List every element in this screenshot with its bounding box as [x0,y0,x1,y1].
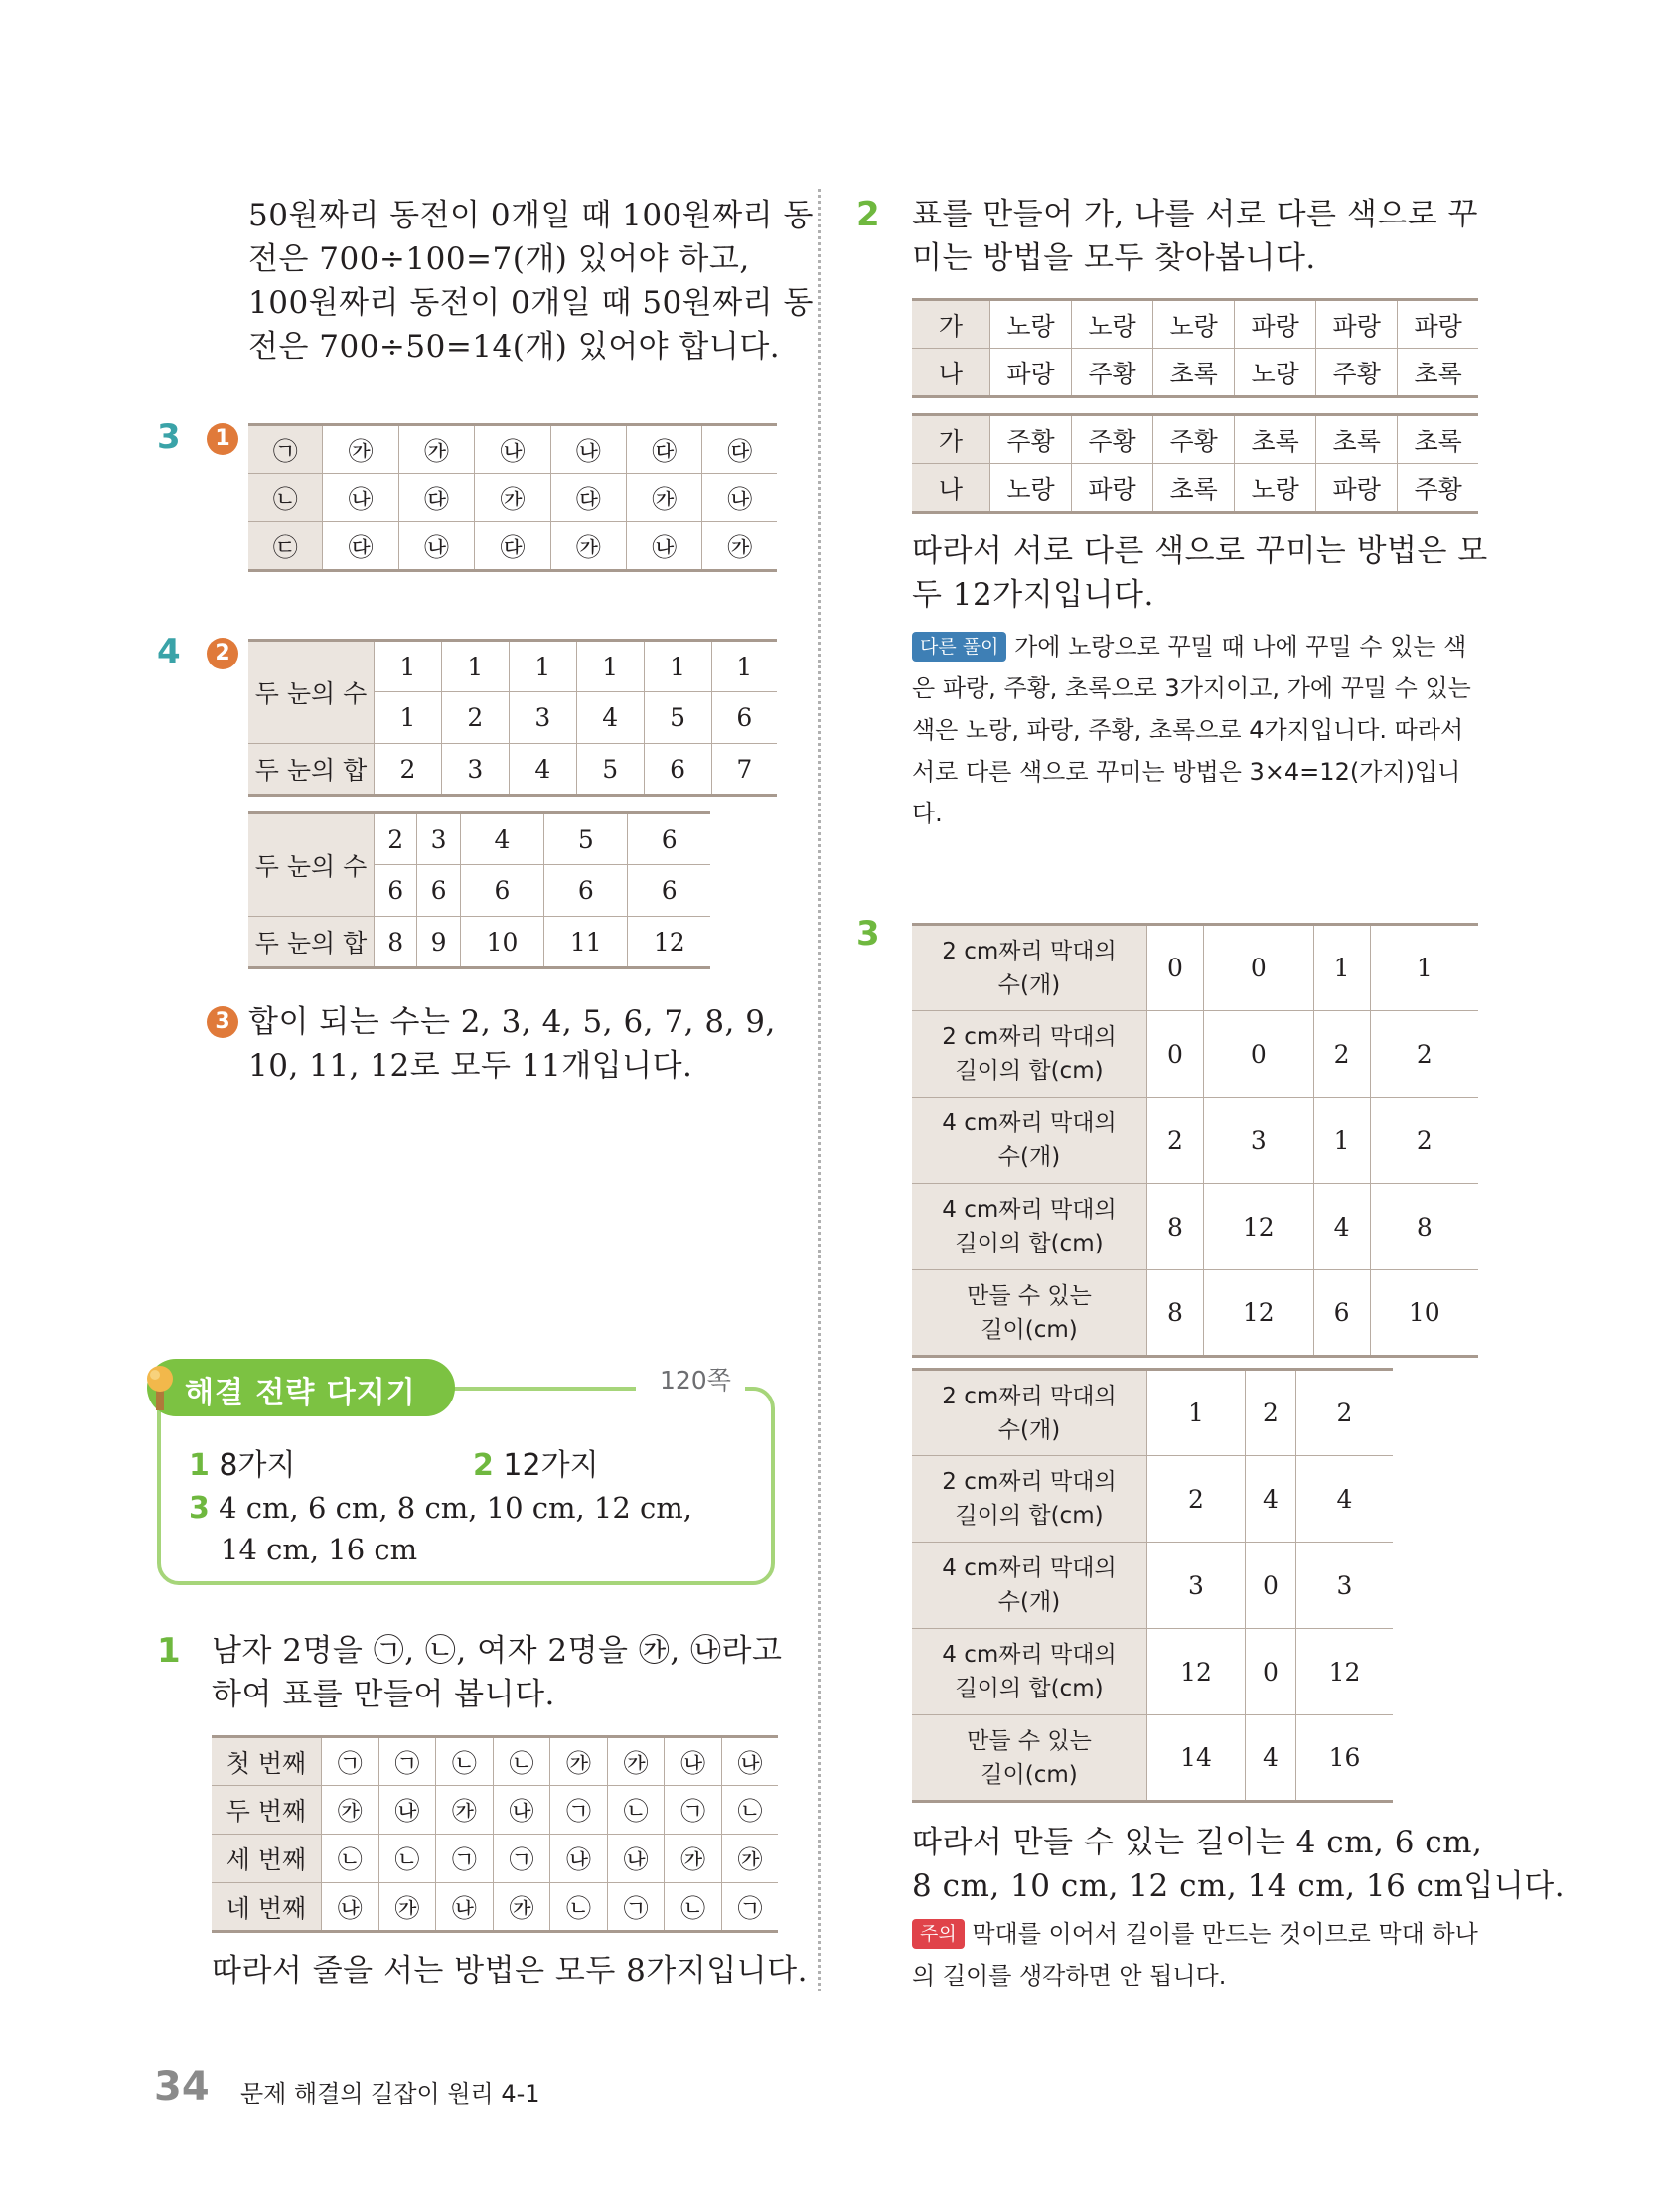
table-cell: 8 [375,917,417,968]
table-cell: ㉠ [665,1786,722,1835]
table-cell: ㉯ [378,1786,436,1835]
table-cell: 16 [1296,1715,1394,1802]
table-cell: 2 [375,813,417,865]
answer-line: 10, 11, 12로 모두 11개입니다. [248,1048,693,1084]
arrangement-table [248,423,777,572]
row-header: 나 [912,349,990,397]
strategy-answer-2 [473,1444,599,1488]
table-cell: 10 [1370,1270,1478,1357]
table-cell: ㉮ [721,1835,778,1883]
table-cell: 4 [460,813,543,865]
table-cell: 1 [441,641,509,692]
table-cell: ㉯ [475,425,550,474]
table-cell: 4 [576,692,644,744]
table-cell: ㉰ [702,425,777,474]
table-cell: 0 [1203,925,1313,1011]
caution-badge: 주의 [912,1919,965,1949]
table-cell: ㉯ [550,1835,608,1883]
table-cell: ㉡ [721,1786,778,1835]
strategy-answer-1 [189,1444,295,1488]
table-cell: 1 [1313,1098,1370,1184]
strategy-answer-3-cont: 14 cm, 16 cm [221,1533,418,1566]
table-cell: ㉡ [248,474,323,522]
intro-line: 전은 700÷50=14(개) 있어야 합니다. [248,329,781,365]
table-cell: ㉮ [627,474,702,522]
table-cell: 0 [1203,1011,1313,1098]
book-title: 문제 해결의 길잡이 원리 4-1 [240,2080,540,2108]
table-cell: 6 [1313,1270,1370,1357]
table-cell: 11 [544,917,628,968]
table-cell: 5 [644,692,711,744]
alt-line: 다. [912,800,943,827]
table-cell: 6 [628,865,710,917]
alt-line: 서로 다른 색으로 꾸미는 방법은 3×4=12(가지)입니 [912,758,1461,786]
table-cell: 2 [1370,1011,1478,1098]
table-cell: 3 [1203,1098,1313,1184]
table-cell: 4 [1313,1184,1370,1270]
row-header: 4 cm짜리 막대의 길이의 합(cm) [912,1184,1147,1270]
table-cell: 0 [1246,1543,1296,1629]
row-header: 만들 수 있는 길이(cm) [912,1715,1147,1802]
row-header: 만들 수 있는 길이(cm) [912,1270,1147,1357]
table-cell: ㉮ [550,1737,608,1786]
table-cell: 노랑 [990,464,1072,513]
q2-conclusion-line: 두 12가지입니다. [912,577,1154,613]
table-cell: ㉠ [248,425,323,474]
q1-conclusion: 따라서 줄을 서는 방법은 모두 8가지입니다. [212,1953,808,1989]
table-cell: 12 [1203,1270,1313,1357]
table-cell: 1 [375,692,442,744]
table-cell: 2 [1147,1098,1204,1184]
answer-text: 12가지 [503,1448,599,1483]
row-header: 2 cm짜리 막대의 길이의 합(cm) [912,1456,1147,1543]
table-cell: 4 [1296,1456,1394,1543]
table-cell: 노랑 [1072,300,1153,349]
row-header: 세 번째 [212,1835,322,1883]
row-header: 2 cm짜리 막대의 수(개) [912,925,1147,1011]
table-cell: 노랑 [990,300,1072,349]
stick-table-2 [912,1368,1393,1803]
row-header: 가 [912,300,990,349]
table-cell: 8 [1147,1270,1204,1357]
row-header: 가 [912,415,990,464]
table-cell: ㉮ [607,1737,665,1786]
table-cell: ㉯ [322,1883,379,1932]
answer-text: 4 cm, 6 cm, 8 cm, 10 cm, 12 cm, [219,1491,693,1525]
table-cell: ㉡ [550,1883,608,1932]
table-cell: 노랑 [1235,464,1316,513]
table-cell: ㉮ [322,1786,379,1835]
table-cell: ㉰ [323,522,398,571]
table-cell: 초록 [1398,415,1478,464]
page-number: 34 [154,2064,210,2110]
table-cell: ㉡ [322,1835,379,1883]
column-divider [818,189,821,1991]
q2-conclusion [912,529,1488,617]
table-cell: ㉰ [398,474,474,522]
question-3-number: 3 [856,914,880,954]
table-cell: ㉠ [550,1786,608,1835]
row-header: 나 [912,464,990,513]
table-cell: ㉰ [475,522,550,571]
table-cell: 2 [1313,1011,1370,1098]
table-cell: 1 [375,641,442,692]
table-cell: 6 [417,865,460,917]
q2-text [912,193,1478,280]
table-cell: ㉡ [665,1883,722,1932]
table-cell: 주황 [990,415,1072,464]
table-cell: 노랑 [1235,349,1316,397]
table-cell: 8 [1370,1184,1478,1270]
sub-2-circle-icon: 2 [207,638,238,669]
q3-conclusion-line: 따라서 만들 수 있는 길이는 4 cm, 6 cm, [912,1825,1483,1860]
table-cell: ㉯ [323,474,398,522]
table-cell: 파랑 [1316,464,1398,513]
table-cell: 10 [460,917,543,968]
q2-conclusion-line: 따라서 서로 다른 색으로 꾸미는 방법은 모 [912,533,1488,569]
table-cell: 1 [644,641,711,692]
q1-line: 하여 표를 만들어 봅니다. [212,1677,555,1712]
page-ref: 120쪽 [660,1366,731,1395]
table-cell: 1 [711,641,777,692]
color-table-2 [912,413,1478,514]
table-cell: ㉮ [702,522,777,571]
table-cell: 주황 [1072,415,1153,464]
table-cell: 3 [417,813,460,865]
row-header: 4 cm짜리 막대의 수(개) [912,1543,1147,1629]
strategy-title: 해결 전략 다지기 [185,1376,416,1410]
table-cell: 파랑 [1398,300,1478,349]
caution-line: 막대를 이어서 길이를 만드는 것이므로 막대 하나 [972,1920,1478,1948]
table-cell: ㉰ [550,474,626,522]
table-cell: ㉮ [475,474,550,522]
q2-line: 미는 방법을 모두 찾아봅니다. [912,240,1316,276]
table-cell: 2 [1296,1370,1394,1456]
table-cell: 4 [1246,1715,1296,1802]
table-cell: ㉮ [493,1883,550,1932]
problem-4-number: 4 [157,632,181,671]
table-cell: 0 [1147,1011,1204,1098]
answer-num: 3 [189,1491,210,1526]
intro-line: 100원짜리 동전이 0개일 때 50원짜리 동 [248,285,814,321]
alt-solution-badge: 다른 풀이 [912,632,1006,662]
row-header: 2 cm짜리 막대의 길이의 합(cm) [912,1011,1147,1098]
table-cell: 1 [1370,925,1478,1011]
sub-3-circle-icon: 3 [207,1006,238,1038]
table-cell: ㉠ [436,1835,494,1883]
alt-line: 가에 노랑으로 꾸밀 때 나에 꾸밀 수 있는 색 [1014,633,1467,661]
table-cell: ㉯ [550,425,626,474]
table-cell: 3 [509,692,576,744]
row-header: 두 눈의 수 [248,813,375,917]
table-cell: 2 [1246,1370,1296,1456]
row-header: 4 cm짜리 막대의 길이의 합(cm) [912,1629,1147,1715]
table-cell: ㉰ [627,425,702,474]
table-cell: ㉠ [721,1883,778,1932]
row-header: 4 cm짜리 막대의 수(개) [912,1098,1147,1184]
question-2-number: 2 [856,195,880,234]
table-cell: ㉮ [436,1786,494,1835]
table-cell: 3 [441,744,509,796]
q3-conclusion-line: 8 cm, 10 cm, 12 cm, 14 cm, 16 cm입니다. [912,1868,1566,1904]
dice-sum-table-1 [248,639,777,797]
table-cell: ㉮ [665,1835,722,1883]
table-cell: ㉠ [607,1883,665,1932]
table-cell: ㉯ [398,522,474,571]
stick-table-1 [912,923,1478,1358]
table-cell: 5 [544,813,628,865]
q2-line: 표를 만들어 가, 나를 서로 다른 색으로 꾸 [912,197,1478,232]
strategy-answer-3 [189,1486,692,1531]
table-cell: ㉯ [702,474,777,522]
answer-line: 합이 되는 수는 2, 3, 4, 5, 6, 7, 8, 9, [248,1004,776,1040]
caution-note [912,1913,1478,1996]
table-cell: 3 [1147,1543,1246,1629]
table-cell: 초록 [1153,349,1235,397]
table-cell: ㉯ [493,1786,550,1835]
table-cell: 파랑 [1316,300,1398,349]
table-cell: ㉠ [493,1835,550,1883]
color-table-1 [912,298,1478,398]
row-header: 첫 번째 [212,1737,322,1786]
table-cell: 6 [628,813,710,865]
table-cell: ㉡ [493,1737,550,1786]
row-header: 두 눈의 수 [248,641,375,744]
table-cell: 12 [1147,1629,1246,1715]
table-cell: 8 [1147,1184,1204,1270]
table-cell: ㉮ [378,1883,436,1932]
table-cell: 4 [509,744,576,796]
table-cell: 초록 [1235,415,1316,464]
table-cell: 파랑 [1235,300,1316,349]
table-cell: 6 [375,865,417,917]
table-cell: ㉯ [607,1835,665,1883]
table-cell: 7 [711,744,777,796]
table-cell: 6 [544,865,628,917]
alt-line: 은 파랑, 주황, 초록으로 3가지이고, 가에 꾸밀 수 있는 [912,674,1471,702]
table-cell: ㉢ [248,522,323,571]
row-header: 두 눈의 합 [248,917,375,968]
answer-num: 2 [473,1448,494,1483]
intro-paragraph [248,194,814,369]
table-cell: 1 [576,641,644,692]
row-header: 두 눈의 합 [248,744,375,796]
table-cell: 4 [1246,1456,1296,1543]
answer-text: 8가지 [219,1448,296,1483]
table-cell: ㉠ [378,1737,436,1786]
row-header: 네 번째 [212,1883,322,1932]
table-cell: 14 [1147,1715,1246,1802]
table-cell: 12 [1296,1629,1394,1715]
alt-line: 색은 노랑, 파랑, 주황, 초록으로 4가지입니다. 따라서 [912,716,1464,744]
table-cell: ㉮ [398,425,474,474]
table-cell: 9 [417,917,460,968]
table-cell: ㉯ [721,1737,778,1786]
table-cell: 주황 [1316,349,1398,397]
table-cell: 주황 [1398,464,1478,513]
table-cell: 파랑 [1072,464,1153,513]
table-cell: ㉮ [550,522,626,571]
table-cell: 2 [1147,1456,1246,1543]
table-cell: 0 [1147,925,1204,1011]
table-cell: 주황 [1153,415,1235,464]
table-cell: ㉯ [627,522,702,571]
table-cell: 1 [1147,1370,1246,1456]
table-cell: 초록 [1153,464,1235,513]
problem-3-number: 3 [157,417,181,457]
dice-sum-table-2 [248,811,710,969]
row-header: 2 cm짜리 막대의 수(개) [912,1370,1147,1456]
table-cell: 3 [1296,1543,1394,1629]
table-cell: ㉡ [436,1737,494,1786]
table-cell: 5 [576,744,644,796]
order-table [212,1735,778,1933]
table-cell: ㉯ [436,1883,494,1932]
p4-answer [248,1000,776,1088]
table-cell: 초록 [1316,415,1398,464]
table-cell: 주황 [1072,349,1153,397]
question-1-number: 1 [157,1631,181,1671]
alt-solution [912,626,1471,834]
sub-1-circle-icon: 1 [207,423,238,455]
table-cell: 6 [644,744,711,796]
table-cell: 2 [441,692,509,744]
table-cell: 12 [628,917,710,968]
answer-num: 1 [189,1448,210,1483]
table-cell: ㉯ [665,1737,722,1786]
table-cell: 0 [1246,1629,1296,1715]
caution-line: 의 길이를 생각하면 안 됩니다. [912,1962,1227,1990]
q1-text [212,1629,782,1716]
table-cell: ㉡ [607,1786,665,1835]
table-cell: 6 [711,692,777,744]
table-cell: 1 [1313,925,1370,1011]
table-cell: 1 [509,641,576,692]
table-cell: 파랑 [990,349,1072,397]
table-cell: ㉠ [322,1737,379,1786]
table-cell: 12 [1203,1184,1313,1270]
tree-icon [145,1363,175,1412]
q1-line: 남자 2명을 ㉠, ㉡, 여자 2명을 ㉮, ㉯라고 [212,1633,783,1669]
table-cell: 노랑 [1153,300,1235,349]
table-cell: 2 [375,744,442,796]
intro-line: 전은 700÷100=7(개) 있어야 하고, [248,241,750,277]
row-header: 두 번째 [212,1786,322,1835]
table-cell: 2 [1370,1098,1478,1184]
table-cell: 초록 [1398,349,1478,397]
q3-conclusion [912,1821,1565,1908]
table-cell: ㉮ [323,425,398,474]
table-cell: 6 [460,865,543,917]
intro-line: 50원짜리 동전이 0개일 때 100원짜리 동 [248,198,814,233]
table-cell: ㉡ [378,1835,436,1883]
